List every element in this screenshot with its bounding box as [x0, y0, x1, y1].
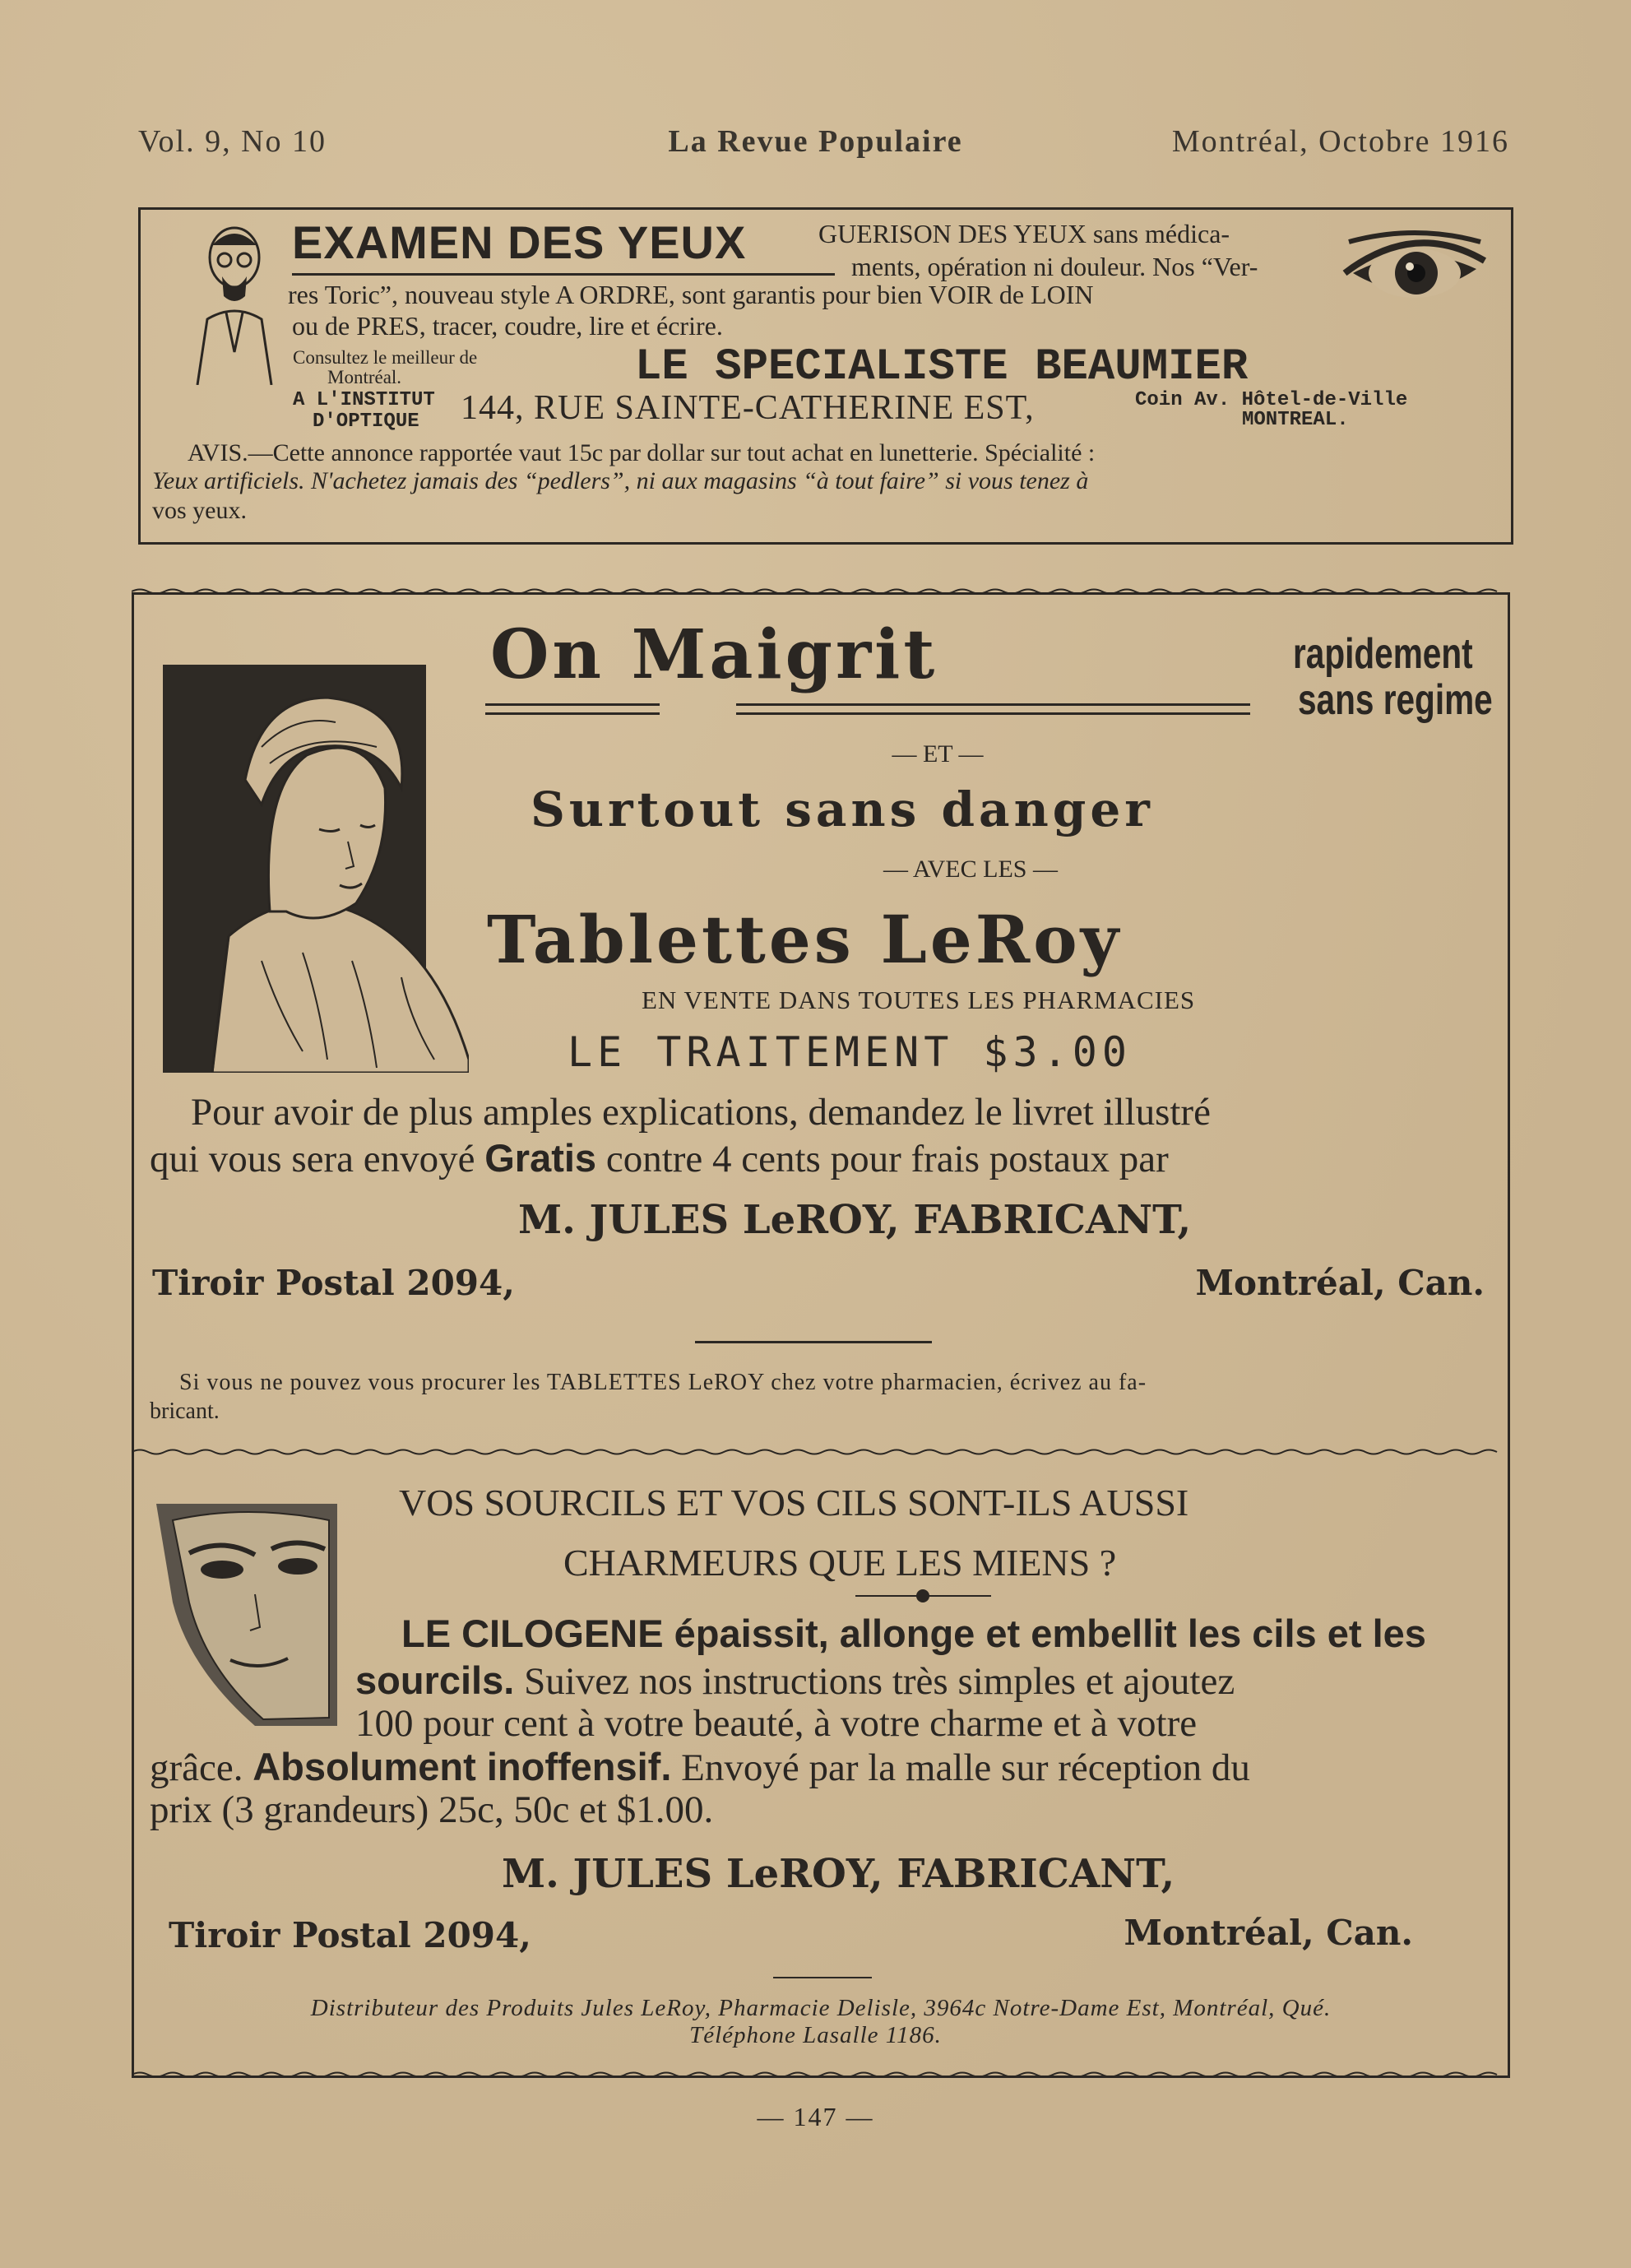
eye-exam-text-line2: ments, opération ni douleur. Nos “Ver-: [851, 252, 1258, 281]
cilogene-body-line2-rest: Suivez nos instructions très simples et ajoutez: [514, 1660, 1235, 1703]
maker-name: M. JULES LeROY, FABRICANT,: [518, 1197, 1192, 1243]
cilogene-product-name: LE CILOGENE: [401, 1612, 664, 1655]
cilogene-body-line1-rest: épaissit, allonge et embellit les cils et les: [663, 1612, 1426, 1655]
consult-city: Montréal.: [327, 367, 402, 387]
treatment-price: LE TRAITEMENT $3.00: [568, 1028, 1132, 1076]
cilogene-body-line4: [150, 1744, 1250, 1790]
consult-text: Consultez le meilleur de: [293, 347, 478, 368]
street-address: 144, RUE SAINTE-CATHERINE EST,: [461, 389, 1035, 427]
eye-exam-text-line1: GUERISON DES YEUX sans médica-: [818, 219, 1230, 248]
eye-illustration: [1341, 224, 1489, 314]
small-rule: [773, 1977, 872, 1978]
body-line2: [150, 1135, 1169, 1181]
specialist-name: LE SPECIALISTE BEAUMIER: [635, 342, 1249, 392]
body-line2-start: qui vous sera envoyé: [150, 1138, 485, 1180]
tablettes-leroy-title: Tablettes LeRoy: [487, 901, 1123, 978]
woman-eyes-illustration: [156, 1504, 337, 1726]
corner-line2: MONTREAL.: [1242, 409, 1349, 431]
distributor-line1: Distributeur des Produits Jules LeRoy, Pharmacie Delisle, 3964c Notre-Dame Est, Montréal, Qué.: [310, 1995, 1332, 2021]
cilogene-headline-line1: VOS SOURCILS ET VOS CILS SONT-ILS AUSSI: [399, 1482, 1189, 1524]
cilogene-body-line1: [401, 1611, 1426, 1657]
body-line2-end: contre 4 cents pour frais postaux par: [596, 1138, 1169, 1180]
headline-rule-left-2: [485, 712, 660, 715]
ornament-divider: [855, 1588, 991, 1604]
city-line: Montréal, Can.: [1195, 1263, 1485, 1303]
page-number: — 147 —: [757, 2102, 874, 2131]
woman-portrait-illustration: [163, 665, 469, 1073]
maker-name-2: M. JULES LeROY, FABRICANT,: [502, 1851, 1175, 1897]
avec-les-separator: — AVEC LES —: [883, 856, 1058, 883]
note-line1: Si vous ne pouvez vous procurer les TABLETTES LeROY chez votre pharmacien, écrivez au fa-: [179, 1370, 1147, 1395]
wavy-divider: [132, 1448, 1505, 1456]
title-underline: [292, 273, 835, 276]
sale-notice: EN VENTE DANS TOUTES LES PHARMACIES: [642, 986, 1196, 1014]
sans-regime-text: sans regime: [1298, 676, 1493, 724]
notice-line1: AVIS.—Cette annonce rapportée vaut 15c par dollar sur tout achat en lunetterie. Spécialité :: [188, 439, 1096, 466]
cilogene-headline-line2: CHARMEURS QUE LES MIENS ?: [563, 1542, 1117, 1584]
publication-title: La Revue Populaire: [668, 124, 963, 159]
wavy-bottom-border: [132, 2071, 1505, 2079]
gratis-text: Gratis: [484, 1136, 597, 1180]
headline-rule-left-1: [485, 703, 660, 706]
postal-box-2: Tiroir Postal 2094,: [169, 1915, 531, 1955]
corner-line1: Coin Av. Hôtel-de-Ville: [1135, 389, 1408, 411]
eye-exam-text-line3: res Toric”, nouveau style A ORDRE, sont garantis pour bien VOIR de LOIN: [288, 280, 1094, 309]
cilogene-body-line4-rest: Envoyé par la malle sur réception du: [671, 1746, 1250, 1789]
inoffensif-text: Absolument inoffensif.: [253, 1745, 672, 1788]
doctor-portrait-illustration: [189, 220, 280, 385]
section-rule: [695, 1341, 932, 1343]
note-line2: bricant.: [150, 1398, 220, 1424]
surtout-sans-danger: Surtout sans danger: [531, 782, 1154, 837]
grace-word: grâce.: [150, 1746, 253, 1789]
headline-rule-right-1: [736, 703, 1250, 706]
on-maigrit-headline: On Maigrit: [490, 615, 938, 694]
notice-line2: Yeux artificiels. N'achetez jamais des “pedlers”, ni aux magasins “à tout faire” si vous tenez à: [152, 467, 1089, 494]
institute-line1: A L'INSTITUT: [293, 389, 435, 411]
sourcils-word: sourcils.: [355, 1658, 515, 1702]
rapidement-text: rapidement: [1293, 630, 1473, 678]
cilogene-body-line2: [355, 1658, 1235, 1704]
et-separator: — ET —: [892, 740, 984, 768]
wavy-top-border: [132, 587, 1505, 596]
eye-exam-title: EXAMEN DES YEUX: [292, 216, 747, 268]
issue-date: Montréal, Octobre 1916: [1171, 124, 1509, 159]
cilogene-body-line5: prix (3 grandeurs) 25c, 50c et $1.00.: [150, 1788, 714, 1831]
postal-box: Tiroir Postal 2094,: [152, 1263, 515, 1303]
distributor-line2: Téléphone Lasalle 1186.: [689, 2022, 942, 2048]
city-line-2: Montréal, Can.: [1124, 1913, 1413, 1953]
eye-exam-text-line4: ou de PRES, tracer, coudre, lire et écrire.: [292, 311, 723, 341]
body-line1: Pour avoir de plus amples explications, demandez le livret illustré: [191, 1091, 1211, 1134]
headline-rule-right-2: [736, 712, 1250, 715]
notice-line3: vos yeux.: [152, 497, 247, 524]
institute-line2: D'OPTIQUE: [313, 410, 419, 433]
volume-number: Vol. 9, No 10: [138, 124, 327, 159]
cilogene-body-line3: 100 pour cent à votre beauté, à votre charme et à votre: [355, 1702, 1198, 1745]
